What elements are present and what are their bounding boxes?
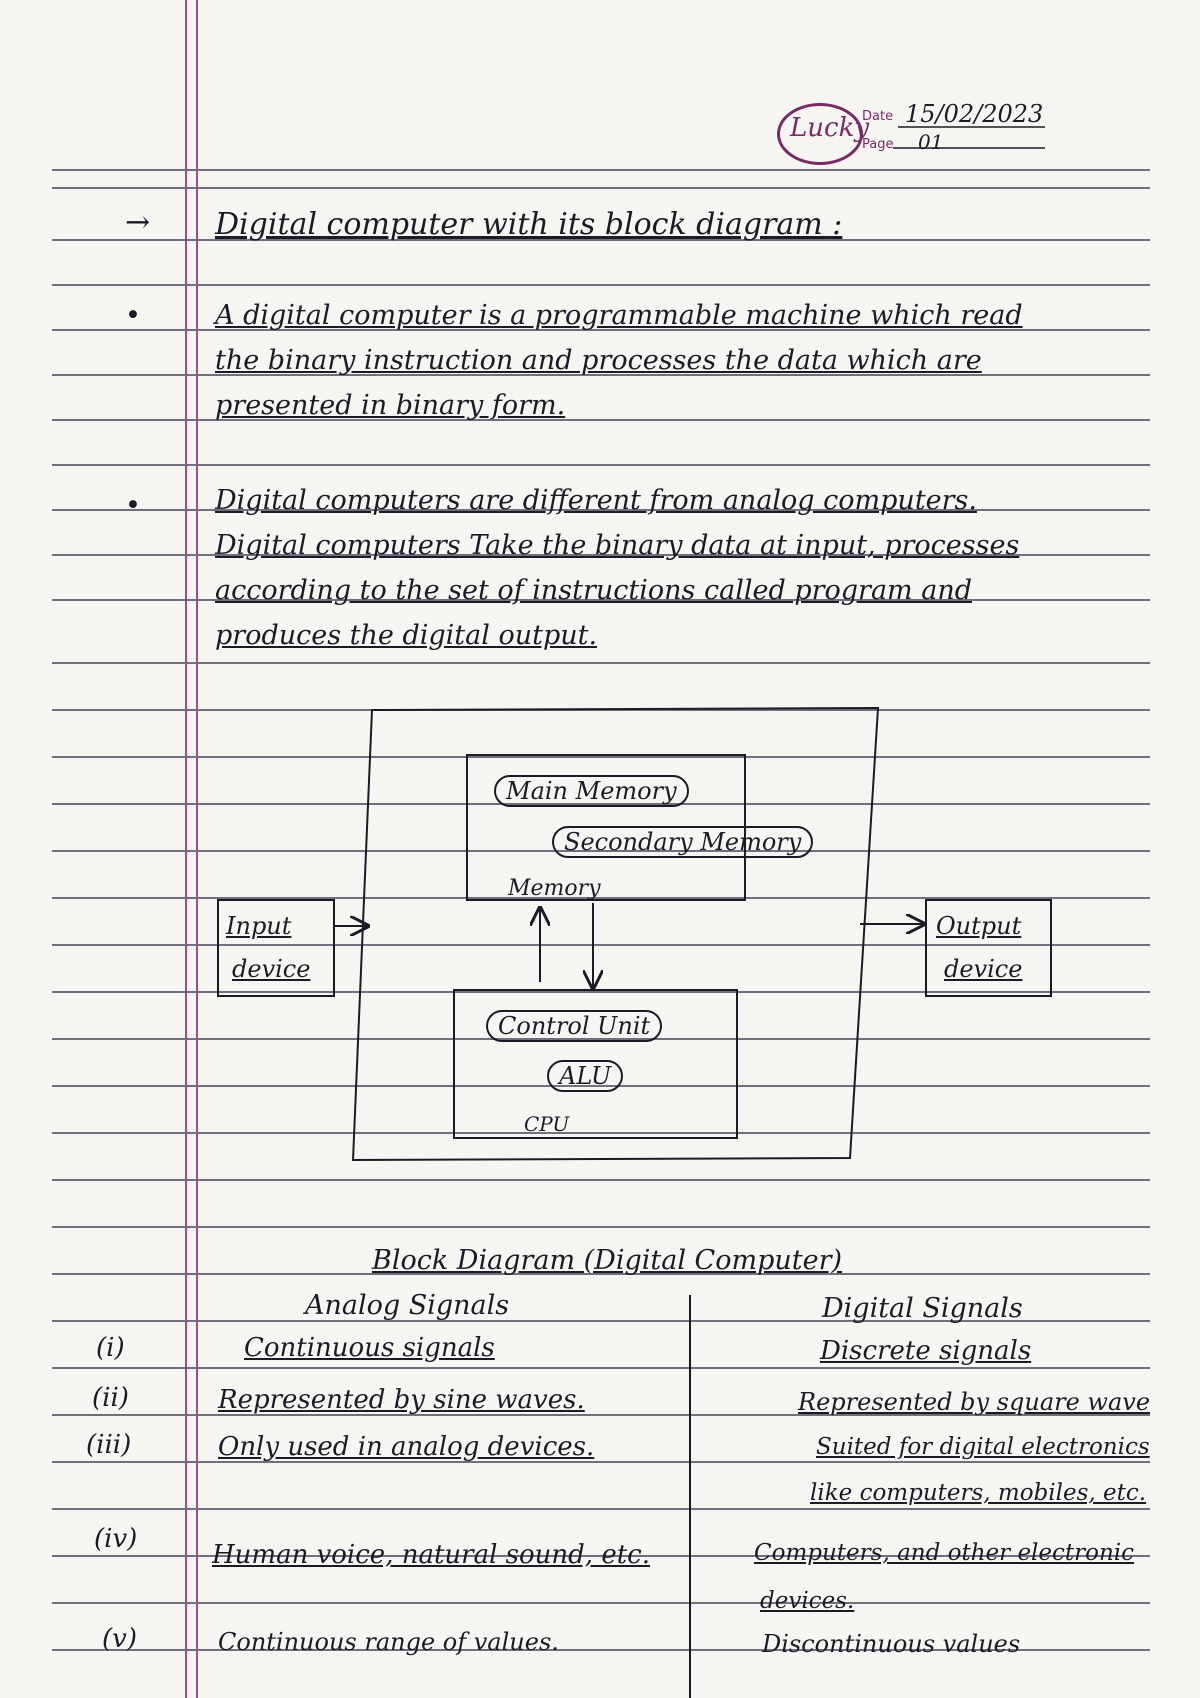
row-number: (ii) [92,1383,129,1413]
date-label: Date [862,109,894,124]
page-number: 01 [918,130,944,154]
analog-cell: Human voice, natural sound, etc. [212,1540,650,1570]
alu-label: ALU [547,1060,623,1092]
analog-signals-header: Analog Signals [305,1290,510,1321]
row-number: (iii) [86,1430,132,1460]
bullet-1-line-2: the binary instruction and processes the data which are [215,345,982,376]
diagram-caption: Block Diagram (Digital Computer) [372,1245,843,1276]
digital-cell: Suited for digital electronics [816,1434,1150,1460]
control-unit-label: Control Unit [486,1010,662,1042]
input-device-label-line-2: device [232,955,311,983]
digital-cell: Discontinuous values [762,1630,1021,1658]
heading-arrow: → [125,205,151,240]
secondary-memory-label: Secondary Memory [552,826,813,858]
main-memory-label: Main Memory [494,775,689,807]
analog-cell: Only used in analog devices. [218,1432,595,1462]
digital-signals-header: Digital Signals [822,1293,1023,1324]
input-device-label-line-1: Input [226,912,292,940]
digital-cell: devices. [760,1588,855,1614]
memory-label: Memory [508,876,601,901]
bullet-1-line-3: presented in binary form. [215,390,566,421]
row-number: (iv) [94,1524,138,1554]
bullet-2-line-4: produces the digital output. [215,620,598,651]
page-label: Page [862,137,894,152]
analog-cell: Represented by sine waves. [218,1385,585,1415]
bullet-2-line-3: according to the set of instructions called program and [215,575,973,606]
bullet-2-line-1: Digital computers are different from analog computers. [215,485,977,516]
digital-cell: Computers, and other electronic [754,1540,1135,1566]
output-device-label-line-1: Output [936,912,1022,940]
brand-name: Lucky [790,113,870,143]
bullet-2-line-2: Digital computers Take the binary data at input, processes [215,530,1020,561]
row-number: (v) [102,1624,137,1654]
bullet-1-line-1: A digital computer is a programmable machine which read [215,300,1023,331]
analog-cell: Continuous signals [244,1333,495,1363]
output-device-label-line-2: device [944,955,1023,983]
bullet-marker: • [125,300,141,331]
cpu-label: CPU [524,1112,570,1136]
analog-cell: Continuous range of values. [218,1628,559,1656]
page-heading: Digital computer with its block diagram : [215,207,843,242]
row-number: (i) [96,1333,125,1363]
digital-cell: like computers, mobiles, etc. [810,1480,1147,1506]
date-value: 15/02/2023 [905,100,1044,128]
bullet-marker: • [125,490,141,521]
digital-cell: Discrete signals [820,1336,1032,1366]
digital-cell: Represented by square wave [798,1388,1151,1416]
